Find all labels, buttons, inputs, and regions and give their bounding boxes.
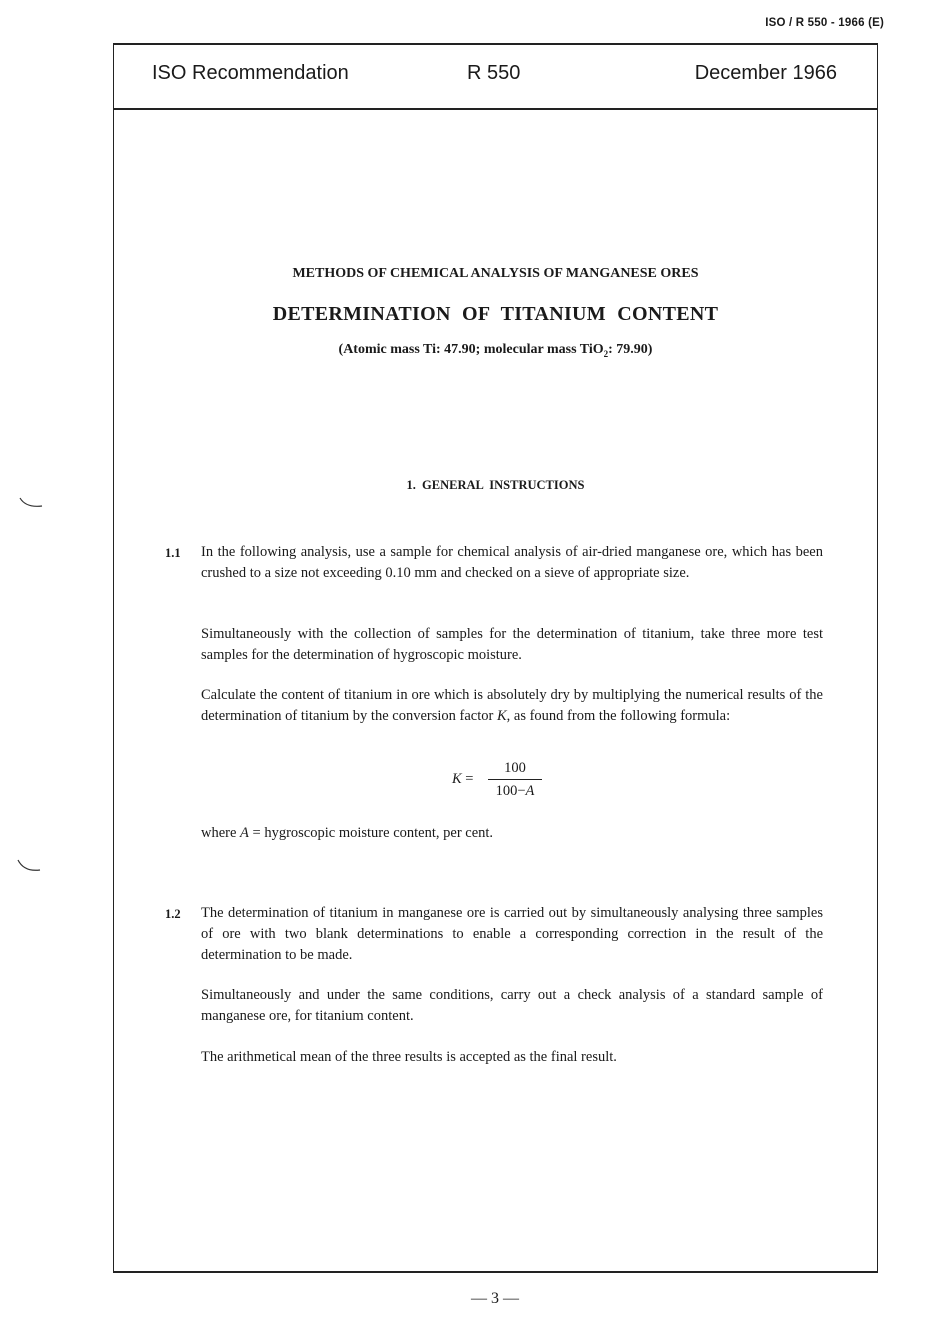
clause-1-1-paragraph-2: Simultaneously with the collection of samples for the determination of titanium, take three more test samples for the determination of hygroscopic moisture. bbox=[201, 626, 823, 663]
section-heading: 1. GENERAL INSTRUCTIONS bbox=[406, 478, 585, 492]
clause-1-2-paragraph-1: The determination of titanium in manganese ore is carried out by simultaneously analysing three samples of ore with two blank determinations to enable a corresponding correction in the result of the determination to be made. bbox=[201, 905, 823, 963]
clause-1-1-paragraph-3: Calculate the content of titanium in ore which is absolutely dry by multiplying the numerical results of the determination of titanium by the conversion factor K, as found from the following formula: bbox=[201, 687, 823, 724]
document-series: METHODS OF CHEMICAL ANALYSIS OF MANGANESE ORES bbox=[292, 266, 699, 281]
document-title: DETERMINATION OF TITANIUM CONTENT bbox=[272, 303, 719, 325]
scan-mark bbox=[18, 496, 44, 512]
clause-number: 1.1 bbox=[165, 546, 181, 560]
header-doc-number: R 550 bbox=[467, 62, 521, 84]
clause-1-1-where: where A = hygroscopic moisture content, per cent. bbox=[201, 825, 494, 841]
document-subtitle: (Atomic mass Ti: 47.90; molecular mass TiO$_2$: 79.90) bbox=[338, 342, 653, 359]
header-divider bbox=[113, 108, 878, 110]
page-number: — 3 — bbox=[471, 1290, 519, 1307]
clause-1-2-paragraph-2: Simultaneously and under the same conditions, carry out a check analysis of a standard sample of manganese ore, for titanium content. bbox=[201, 987, 823, 1024]
document-reference: ISO / R 550 - 1966 (E) bbox=[765, 17, 884, 29]
header-doc-date: December 1966 bbox=[694, 62, 837, 84]
header-doc-type: ISO Recommendation bbox=[152, 62, 349, 84]
scan-mark bbox=[16, 858, 42, 876]
clause-number: 1.2 bbox=[165, 907, 181, 921]
formula-numerator: 100 bbox=[504, 760, 526, 776]
formula-denominator: 100−A bbox=[495, 783, 535, 799]
formula-fraction bbox=[488, 757, 542, 802]
clause-1-1-paragraph-1: In the following analysis, use a sample for chemical analysis of air-dried manganese ore, which has been crushed to a size not exceeding 0.10 mm and checked on a sieve of appropriate size. bbox=[201, 544, 823, 581]
formula-lhs: K = bbox=[452, 771, 474, 787]
clause-1-2-paragraph-3: The arithmetical mean of the three results is accepted as the final result. bbox=[201, 1049, 617, 1065]
